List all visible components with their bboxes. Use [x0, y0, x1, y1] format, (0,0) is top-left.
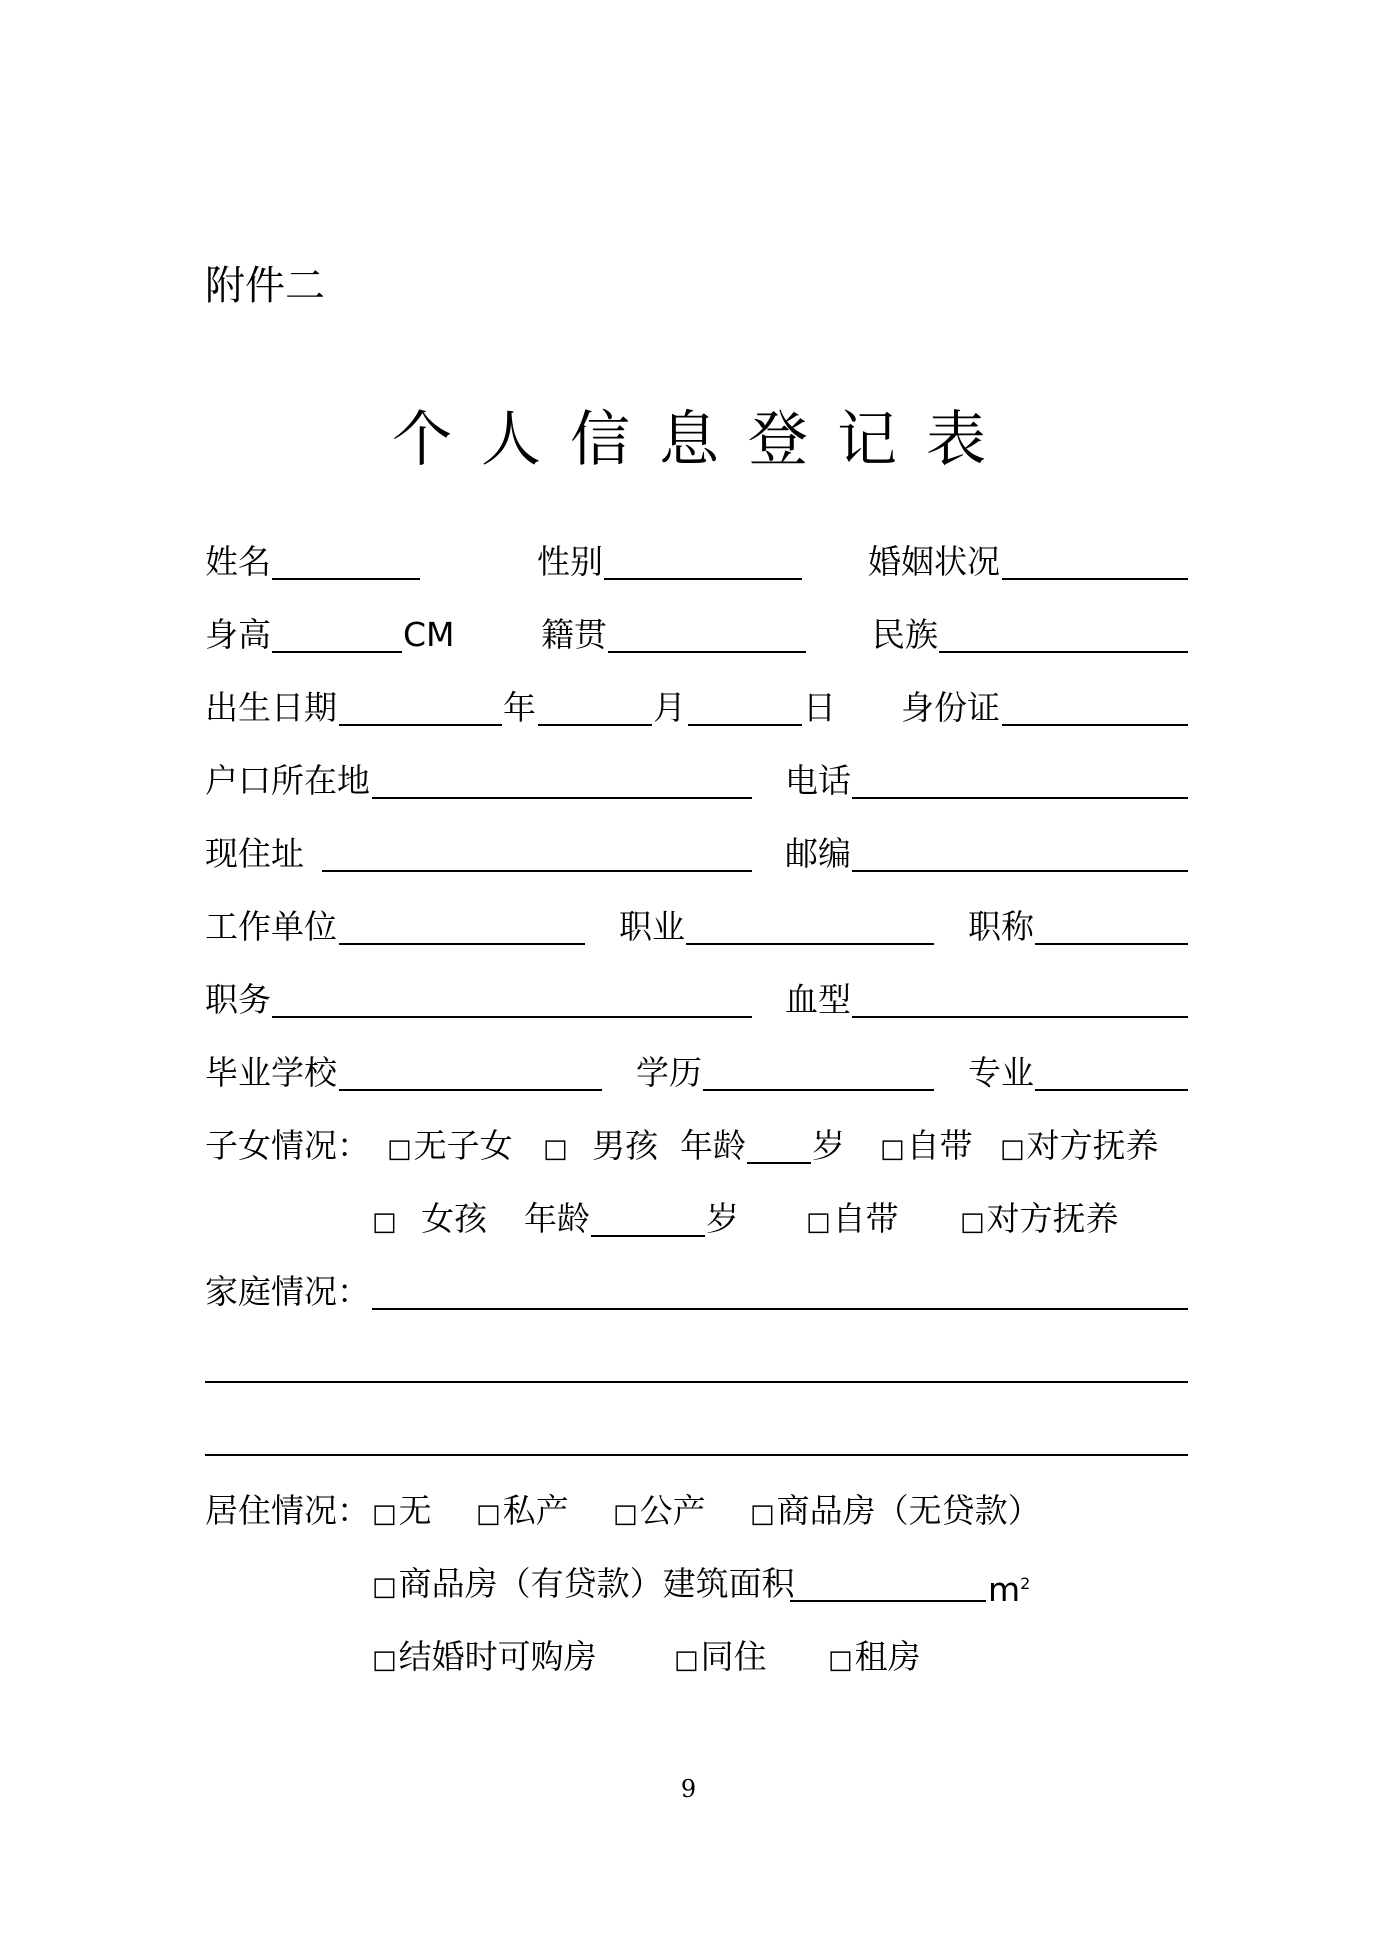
- girl-label: 女孩: [421, 1199, 488, 1238]
- girl-self-label: 自带: [832, 1199, 899, 1238]
- checkbox-icon: □: [828, 1645, 853, 1675]
- boy-age-field[interactable]: [747, 1162, 811, 1164]
- id-card-field[interactable]: [1002, 724, 1188, 726]
- label-housing: 居住情况：: [205, 1491, 370, 1530]
- hukou-field[interactable]: [372, 797, 752, 799]
- checkbox-housing-commercial-loan[interactable]: [372, 1564, 795, 1607]
- checkbox-icon: □: [476, 1499, 501, 1529]
- family-field-line-3[interactable]: [205, 1454, 1188, 1456]
- height-field[interactable]: [272, 651, 402, 653]
- title-char: 息: [659, 405, 719, 475]
- position-field[interactable]: [272, 1016, 752, 1018]
- phone-field[interactable]: [852, 797, 1188, 799]
- checkbox-icon: □: [372, 1207, 397, 1237]
- school-field[interactable]: [339, 1089, 602, 1091]
- title-field[interactable]: [1035, 943, 1188, 945]
- title-char: 表: [926, 405, 986, 475]
- housing-commercial-no-loan-label: 商品房（无贷款）: [776, 1491, 1041, 1530]
- checkbox-icon: □: [372, 1499, 397, 1529]
- employer-field[interactable]: [339, 943, 585, 945]
- gender-field[interactable]: [604, 578, 802, 580]
- label-blood-type: 血型: [785, 980, 851, 1019]
- label-name: 姓名: [205, 542, 271, 581]
- label-hukou: 户口所在地: [205, 761, 370, 800]
- checkbox-housing-rent[interactable]: [828, 1637, 921, 1680]
- checkbox-housing-commercial-no-loan[interactable]: [750, 1491, 1041, 1534]
- boy-self-label: 自带: [906, 1126, 973, 1165]
- title-char: 信: [570, 405, 630, 475]
- label-education: 学历: [636, 1053, 702, 1092]
- checkbox-icon: □: [750, 1499, 775, 1529]
- ethnicity-field[interactable]: [939, 651, 1188, 653]
- label-marital: 婚姻状况: [868, 542, 1000, 581]
- education-field[interactable]: [703, 1089, 934, 1091]
- label-girl-age: 年龄: [524, 1199, 590, 1238]
- label-day: 日: [803, 688, 836, 727]
- label-address: 现住址: [205, 834, 304, 873]
- attachment-label: 附件二: [205, 263, 325, 309]
- label-month: 月: [653, 688, 686, 727]
- housing-public-label: 公产: [639, 1491, 706, 1530]
- checkbox-icon: □: [372, 1572, 397, 1602]
- label-birth-date: 出生日期: [205, 688, 337, 727]
- checkbox-housing-private[interactable]: [476, 1491, 569, 1534]
- label-employer: 工作单位: [205, 907, 337, 946]
- checkbox-icon: □: [960, 1207, 985, 1237]
- checkbox-housing-public[interactable]: [613, 1491, 706, 1534]
- height-unit: CM: [403, 615, 455, 654]
- checkbox-boy-other[interactable]: [1000, 1126, 1159, 1169]
- checkbox-icon: □: [372, 1645, 397, 1675]
- housing-none-label: 无: [398, 1491, 432, 1530]
- address-field[interactable]: [322, 870, 752, 872]
- boy-label: 男孩: [592, 1126, 659, 1165]
- housing-private-label: 私产: [502, 1491, 569, 1530]
- checkbox-boy-self[interactable]: [880, 1126, 973, 1169]
- checkbox-icon: □: [1000, 1134, 1025, 1164]
- floor-area-field[interactable]: [790, 1600, 986, 1602]
- label-major: 专业: [968, 1053, 1034, 1092]
- title-char: 个: [392, 405, 452, 475]
- title-char: 人: [481, 405, 541, 475]
- label-position: 职务: [205, 980, 271, 1019]
- floor-area-label: 建筑面积: [662, 1564, 795, 1603]
- checkbox-housing-buy-on-marriage[interactable]: [372, 1637, 597, 1680]
- blood-type-field[interactable]: [852, 1016, 1188, 1018]
- checkbox-icon: □: [613, 1499, 638, 1529]
- label-height: 身高: [205, 615, 271, 654]
- housing-commercial-loan-label: 商品房（有贷款）: [398, 1564, 663, 1603]
- family-field-line-1[interactable]: [372, 1308, 1188, 1310]
- checkbox-icon: □: [806, 1207, 831, 1237]
- birth-year-field[interactable]: [339, 724, 502, 726]
- checkbox-icon: □: [387, 1134, 412, 1164]
- page-number: 9: [680, 1775, 697, 1803]
- label-postcode: 邮编: [785, 834, 851, 873]
- label-school: 毕业学校: [205, 1053, 337, 1092]
- checkbox-boy[interactable]: [543, 1126, 658, 1169]
- label-gender: 性别: [537, 542, 603, 581]
- label-ethnicity: 民族: [872, 615, 938, 654]
- label-children: 子女情况：: [205, 1126, 370, 1165]
- title-char: 记: [837, 405, 897, 475]
- checkbox-housing-cohabit[interactable]: [674, 1637, 767, 1680]
- label-title: 职称: [968, 907, 1034, 946]
- area-unit-sup: 2: [1020, 1574, 1031, 1593]
- housing-cohabit-label: 同住: [700, 1637, 767, 1676]
- label-boy-age: 年龄: [680, 1126, 746, 1165]
- checkbox-icon: □: [543, 1134, 568, 1164]
- postcode-field[interactable]: [852, 870, 1188, 872]
- occupation-field[interactable]: [686, 943, 934, 945]
- no-children-label: 无子女: [413, 1126, 513, 1165]
- label-boy-age-unit: 岁: [812, 1126, 845, 1165]
- girl-other-label: 对方抚养: [986, 1199, 1119, 1238]
- name-field[interactable]: [272, 578, 420, 580]
- label-phone: 电话: [785, 761, 851, 800]
- checkbox-girl[interactable]: [372, 1199, 487, 1242]
- label-occupation: 职业: [619, 907, 685, 946]
- label-id-card: 身份证: [901, 688, 1000, 727]
- marital-field[interactable]: [1002, 578, 1188, 580]
- area-unit: [988, 1564, 1030, 1610]
- major-field[interactable]: [1035, 1089, 1188, 1091]
- native-place-field[interactable]: [608, 651, 806, 653]
- checkbox-girl-other[interactable]: [960, 1199, 1119, 1242]
- checkbox-no-children[interactable]: [387, 1126, 513, 1169]
- family-field-line-2[interactable]: [205, 1381, 1188, 1383]
- label-native-place: 籍贯: [541, 615, 607, 654]
- checkbox-icon: □: [880, 1134, 905, 1164]
- area-unit-m: m: [988, 1570, 1021, 1609]
- boy-other-label: 对方抚养: [1026, 1126, 1159, 1165]
- birth-month-field[interactable]: [538, 724, 652, 726]
- title-char: 登: [748, 405, 808, 475]
- label-year: 年: [503, 688, 536, 727]
- checkbox-icon: □: [674, 1645, 699, 1675]
- housing-rent-label: 租房: [854, 1637, 921, 1676]
- birth-day-field[interactable]: [688, 724, 802, 726]
- label-family: 家庭情况：: [205, 1272, 370, 1311]
- housing-buy-on-marriage-label: 结婚时可购房: [398, 1637, 597, 1676]
- checkbox-housing-none[interactable]: [372, 1491, 432, 1534]
- label-girl-age-unit: 岁: [706, 1199, 739, 1238]
- checkbox-girl-self[interactable]: [806, 1199, 899, 1242]
- girl-age-field[interactable]: [591, 1235, 705, 1237]
